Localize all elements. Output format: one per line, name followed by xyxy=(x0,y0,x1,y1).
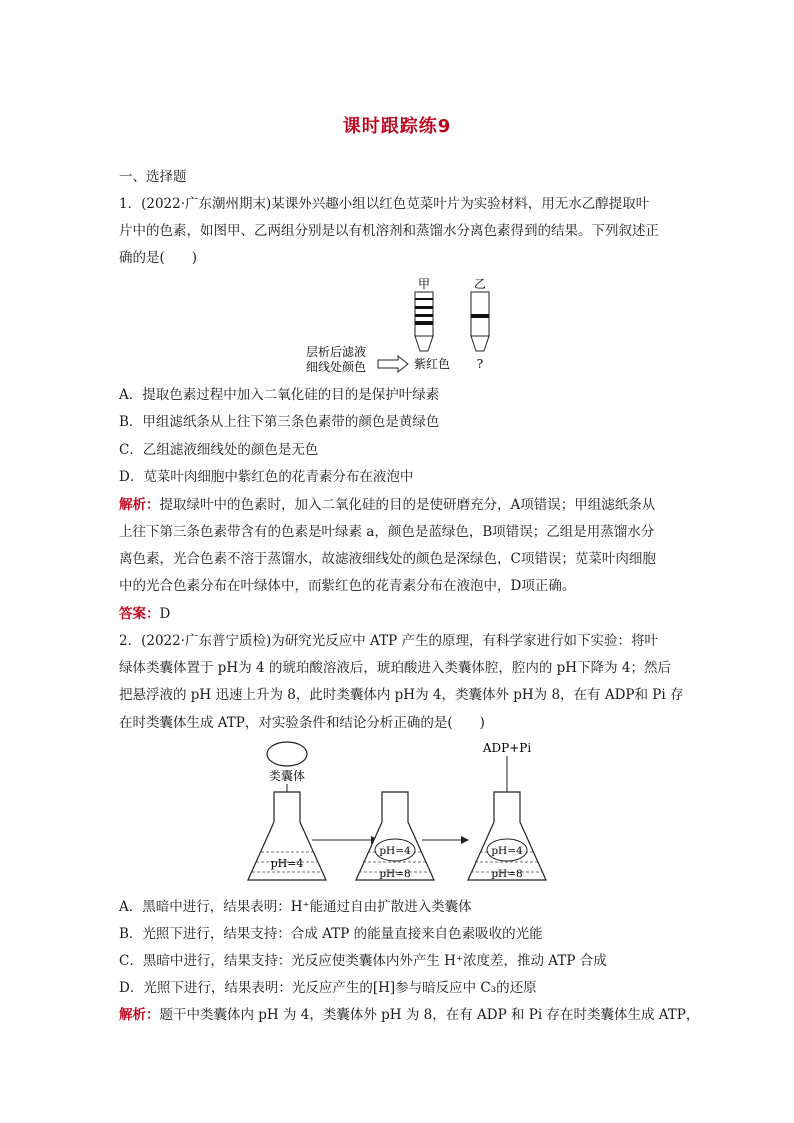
q1-analysis-line: 上往下第三条色素带含有的色素是叶绿素 a，颜色是蓝绿色，B项错误；乙组是用蒸馏水分 xyxy=(119,524,655,540)
q2-label-thylakoid: 类囊体 xyxy=(268,769,306,783)
q1-stem-line: 片中的色素，如图甲、乙两组分别是以有机溶剂和蒸馏水分离色素得到的结果。下列叙述正 xyxy=(119,223,659,239)
q1-analysis-label: 解析： xyxy=(119,497,160,513)
q1-label-yi: 乙 xyxy=(473,277,487,291)
q2-stem-line: 2．(2022·广东普宁质检)为研究光反应中 ATP 产生的原理，有科学家进行如下实验：将叶 xyxy=(119,633,658,649)
q2-flask-3-outside-ph: pH=8 xyxy=(491,868,523,880)
q1-caption-line1: 层析后滤液 xyxy=(305,345,367,359)
q2-option-c: C．黑暗中进行，结果支持：光反应使类囊体内外产生 H⁺浓度差，推动 ATP 合成 xyxy=(119,953,607,969)
q1-result-yi: ? xyxy=(476,357,484,371)
q1-analysis-line: 离色素，光合色素不溶于蒸馏水，故滤液细线处的颜色是深绿色，C项错误；苋菜叶肉细胞 xyxy=(119,551,656,567)
q2-flask-3 xyxy=(468,792,546,880)
q2-flask-2-outside-ph: pH=8 xyxy=(379,868,411,880)
page-title: 课时跟踪练9 xyxy=(342,116,452,137)
q2-analysis-line xyxy=(119,1006,699,1024)
q2-flask-2-inside-ph: pH=4 xyxy=(379,845,411,857)
q1-result-jia: 紫红色 xyxy=(413,357,451,371)
q1-analysis-text: 提取绿叶中的色素时，加入二氧化硅的目的是使研磨充分，A项错误；甲组滤纸条从 xyxy=(159,497,656,513)
q2-analysis-text: 题干中类囊体内 pH 为 4，类囊体外 pH 为 8，在有 ADP 和 Pi 存在时类囊体生成 ATP， xyxy=(159,1007,700,1023)
q2-flask-1 xyxy=(248,792,326,880)
section-heading: 一、选择题 xyxy=(119,169,187,185)
q1-stem-line: 确的是( ) xyxy=(119,250,198,266)
q1-strip-yi xyxy=(471,292,489,351)
q1-option-d: D．苋菜叶肉细胞中紫红色的花青素分布在液泡中 xyxy=(119,469,414,485)
q1-answer xyxy=(119,605,170,623)
q2-label-adp: ADP+Pi xyxy=(482,741,532,755)
q2-stem-line: 绿体类囊体置于 pH为 4 的琥珀酸溶液后，琥珀酸进入类囊体腔，腔内的 pH下降为 4；然后 xyxy=(119,660,671,676)
q1-analysis-line: 中的光合色素分布在叶绿体中，而紫红色的花青素分布在液泡中，D项正确。 xyxy=(119,578,576,594)
q2-stem-line: 在时类囊体生成 ATP，对实验条件和结论分析正确的是( ) xyxy=(119,715,485,731)
q2-flask-1-ph: pH=4 xyxy=(270,857,304,870)
q2-option-a: A．黑暗中进行，结果表明：H⁺能通过自由扩散进入类囊体 xyxy=(119,899,472,915)
q1-arrow-icon xyxy=(378,356,408,372)
q2-stem-line: 把悬浮液的 pH 迅速上升为 8，此时类囊体内 pH为 4，类囊体外 pH为 8，在有 ADP和 Pi 存 xyxy=(119,687,684,703)
q2-option-d: D．光照下进行，结果表明：光反应产生的[H]参与暗反应中 C₃的还原 xyxy=(119,980,537,996)
q1-stem-line: 1．(2022·广东潮州期末)某课外兴趣小组以红色苋菜叶片为实验材料，用无水乙醇提取叶 xyxy=(119,196,650,212)
q2-flask-2 xyxy=(356,792,434,880)
q1-option-a: A．提取色素过程中加入二氧化硅的目的是保护叶绿素 xyxy=(119,387,440,403)
q1-caption-line2: 细线处颜色 xyxy=(305,360,367,374)
q1-chromatography-figure xyxy=(298,276,518,376)
q1-answer-label: 答案： xyxy=(119,606,160,622)
q1-option-b: B．甲组滤纸条从上往下第三条色素带的颜色是黄绿色 xyxy=(119,414,440,430)
q2-analysis-label: 解析： xyxy=(119,1007,160,1023)
q2-option-b: B．光照下进行，结果支持：合成 ATP 的能量直接来自色素吸收的光能 xyxy=(119,926,543,942)
q1-analysis-line xyxy=(119,496,655,514)
q1-strip-jia xyxy=(415,292,433,351)
q2-flask-3-inside-ph: pH=4 xyxy=(491,845,523,857)
q2-flask-experiment-figure xyxy=(244,740,564,890)
q1-answer-value: D xyxy=(159,606,171,622)
q2-thylakoid-icon xyxy=(267,742,307,766)
q1-label-jia: 甲 xyxy=(417,277,431,291)
q1-option-c: C．乙组滤液细线处的颜色是无色 xyxy=(119,442,319,458)
